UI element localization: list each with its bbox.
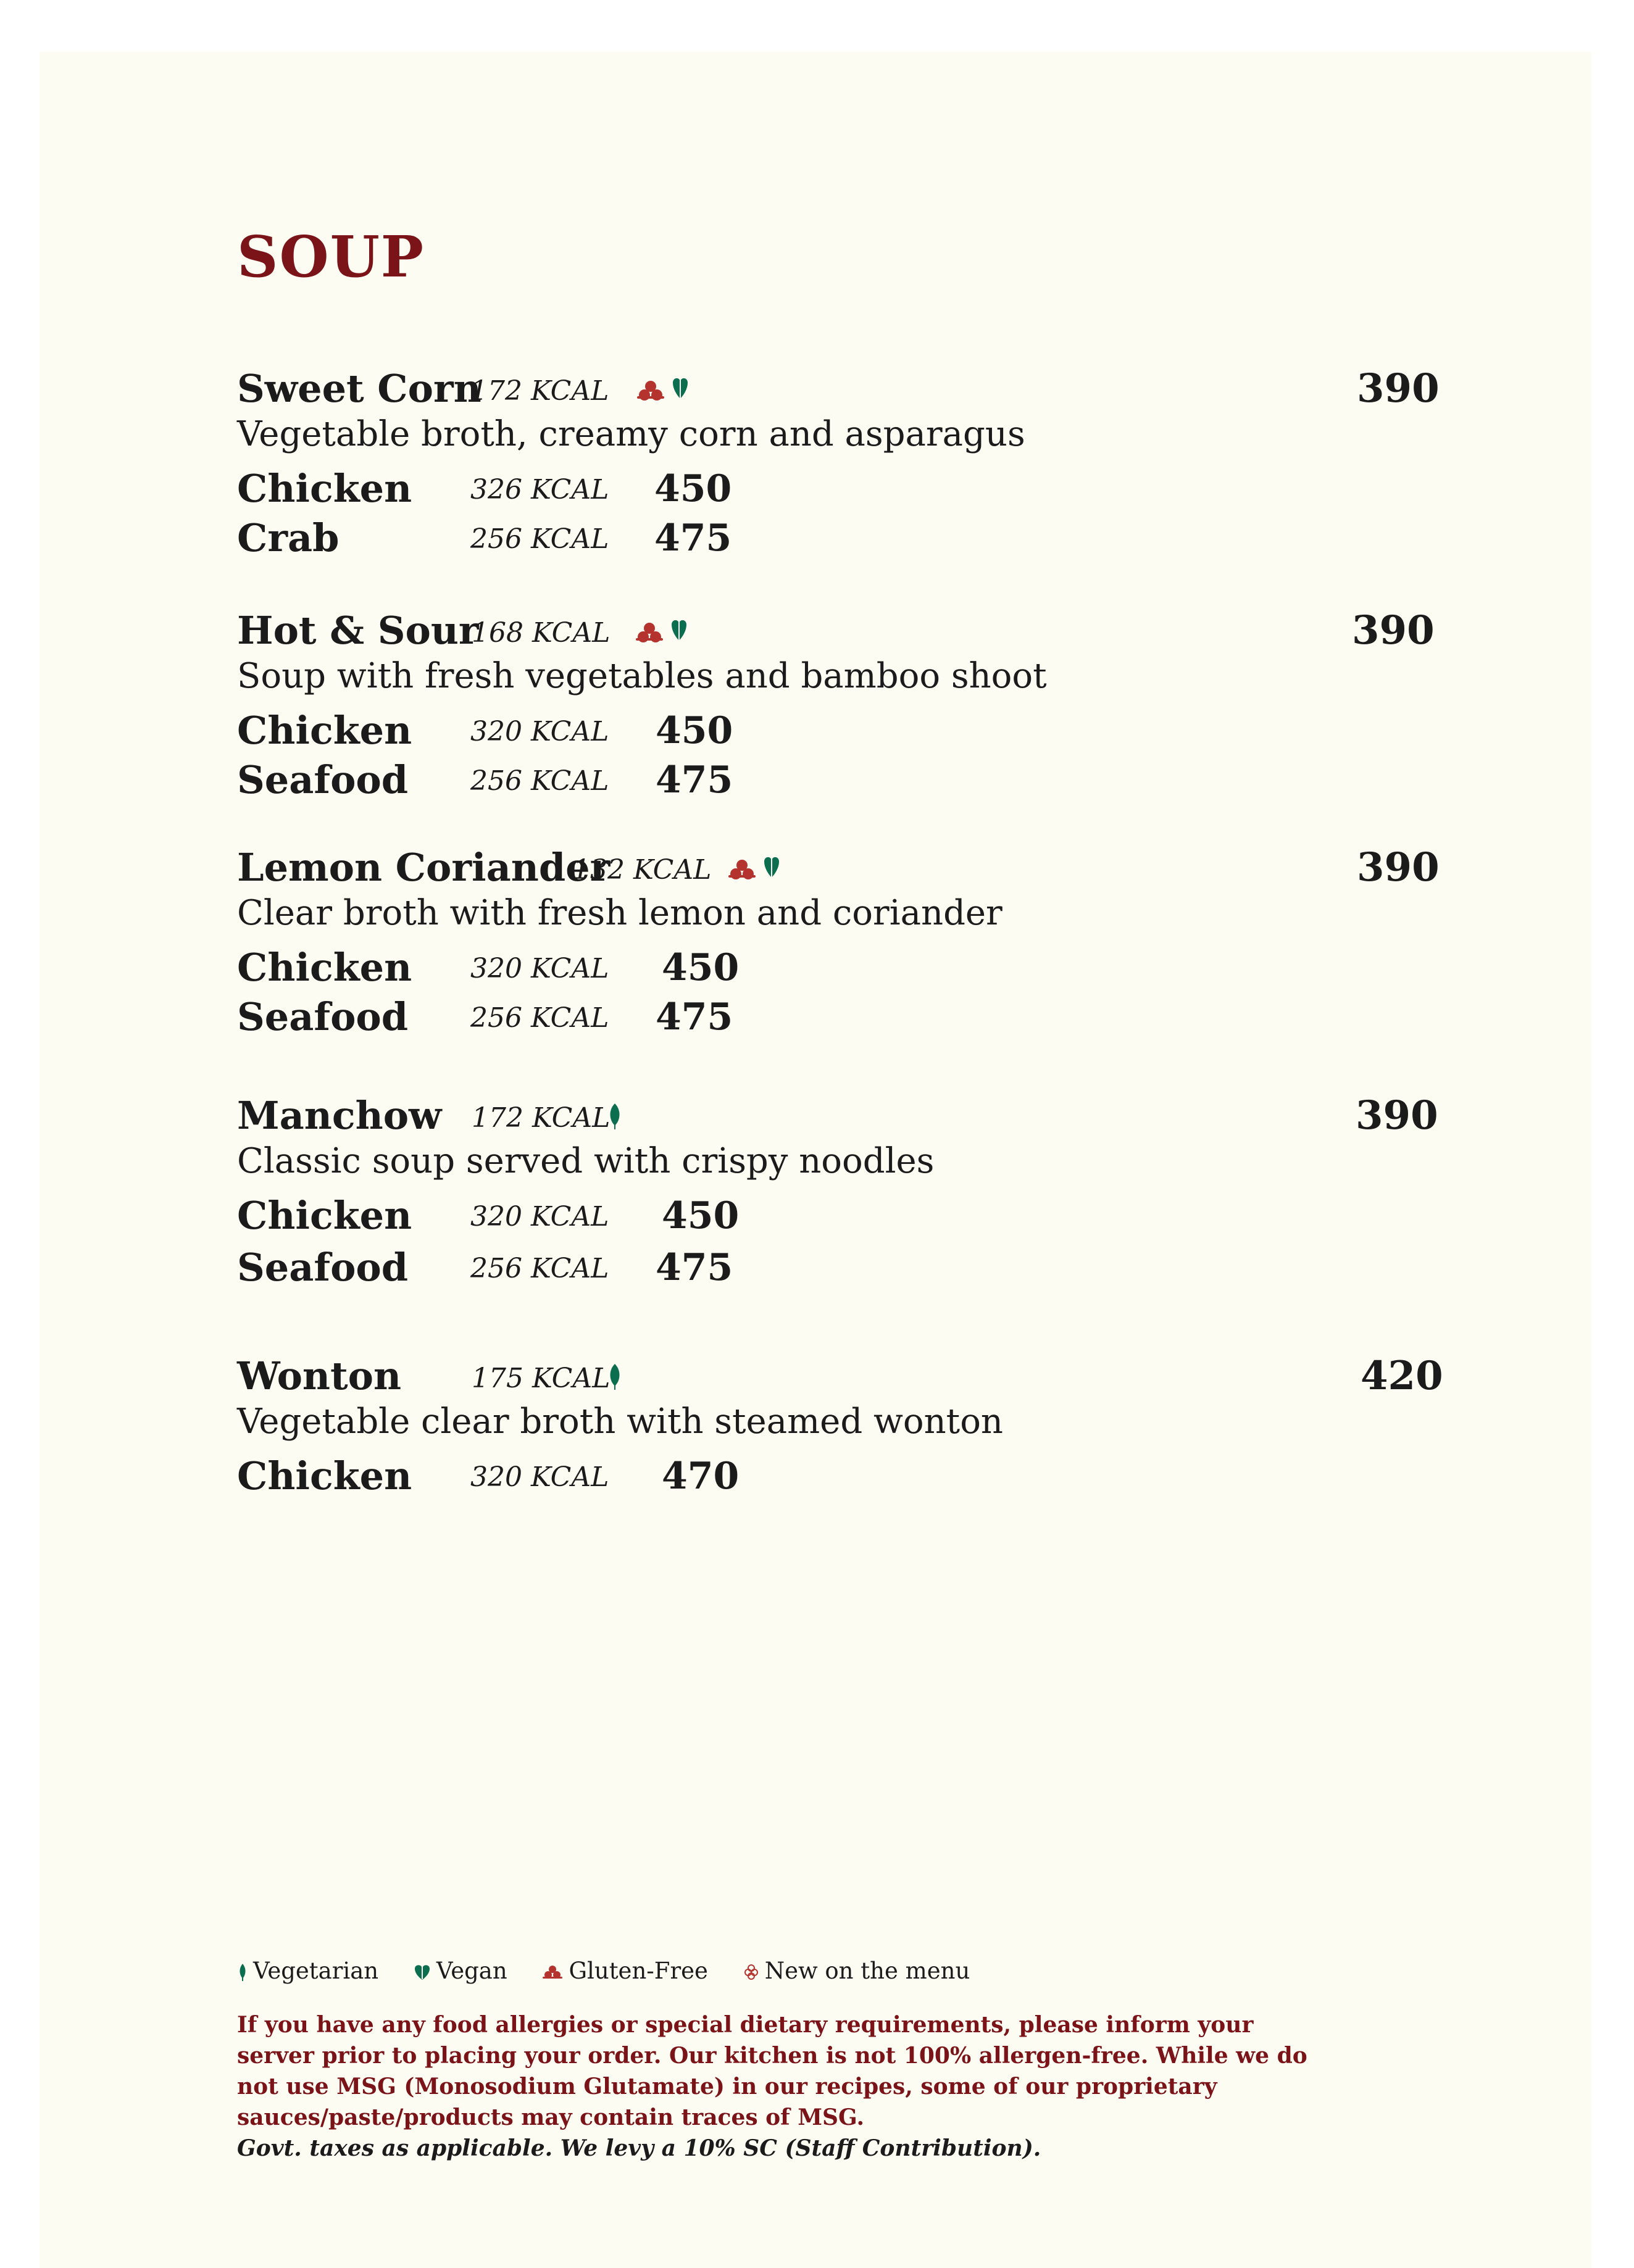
variant-kcal: 320 KCAL — [470, 1201, 609, 1232]
menu-item-hot-and-sour — [237, 607, 1447, 802]
variant-price: 450 — [662, 1194, 740, 1237]
variant-name: Chicken — [237, 466, 412, 511]
item-kcal: 172 KCAL — [470, 375, 609, 407]
variant-price: 475 — [656, 1246, 733, 1289]
item-name: Hot & Sour — [237, 608, 479, 653]
variant-name: Chicken — [237, 945, 412, 990]
vegetarian-icon — [611, 1364, 620, 1390]
menu-item-wonton — [237, 1353, 1447, 1498]
legend-gluten-free — [541, 1956, 707, 1987]
variant-price: 475 — [656, 758, 733, 802]
gluten-free-icon — [636, 623, 663, 642]
variant-kcal: 256 KCAL — [470, 1253, 609, 1284]
legend-label: Vegetarian — [253, 1957, 379, 1984]
variant-kcal: 256 KCAL — [470, 523, 609, 555]
variant-name: Crab — [237, 515, 340, 560]
variant-price: 450 — [656, 709, 733, 752]
variant-row — [237, 515, 1101, 564]
item-description: Clear broth with fresh lemon and coriander — [237, 893, 1002, 933]
variant-name: Seafood — [237, 994, 409, 1039]
gluten-free-icon — [541, 1963, 564, 1982]
variant-kcal: 256 KCAL — [470, 765, 609, 797]
item-icons — [635, 616, 696, 650]
variant-row — [237, 1453, 1101, 1502]
item-name: Manchow — [237, 1093, 442, 1138]
item-icons — [727, 853, 789, 887]
variant-kcal: 320 KCAL — [470, 1461, 609, 1493]
item-price: 390 — [1357, 365, 1440, 412]
variant-row — [237, 757, 1101, 806]
variant-kcal: 256 KCAL — [470, 1002, 609, 1034]
variant-name: Chicken — [237, 1453, 412, 1498]
allergy-note: If you have any food allergies or special dietary requirements, please inform your server prior to placing your order. Our kitchen is not 100% allergen-free. While we do not use MSG (Monosodium Glutamate) in our recipes, some of our proprietary sauces/paste/products may contain traces of MSG. — [237, 2012, 1307, 2130]
item-price: 420 — [1361, 1353, 1443, 1399]
vegan-icon — [672, 620, 686, 641]
menu-item-lemon-coriander — [237, 844, 1447, 1039]
dietary-legend — [237, 1954, 997, 1987]
variant-name: Seafood — [237, 757, 409, 802]
item-description: Soup with fresh vegetables and bamboo shoot — [237, 656, 1047, 696]
vegan-icon — [764, 857, 779, 878]
variant-name: Seafood — [237, 1245, 409, 1290]
item-name: Lemon Coriander — [237, 845, 611, 890]
item-kcal: 132 KCAL — [573, 854, 712, 886]
item-kcal: 168 KCAL — [472, 617, 611, 649]
item-price: 390 — [1352, 607, 1435, 654]
item-name: Sweet Corn — [237, 366, 481, 411]
item-description: Vegetable broth, creamy corn and asparagus — [237, 414, 1025, 454]
variant-row — [237, 944, 1101, 994]
variant-price: 475 — [656, 995, 733, 1039]
menu-item-manchow — [237, 1092, 1447, 1290]
item-icons — [602, 1361, 627, 1396]
variant-kcal: 320 KCAL — [470, 716, 609, 747]
item-icons — [636, 374, 698, 409]
item-kcal: 172 KCAL — [472, 1102, 611, 1134]
variant-price: 470 — [662, 1455, 740, 1498]
item-price: 390 — [1357, 844, 1440, 891]
legend-label: Vegan — [436, 1957, 507, 1984]
legend-new — [743, 1956, 970, 1987]
variant-name: Chicken — [237, 708, 412, 753]
new-icon — [743, 1963, 760, 1982]
menu-item-sweet-corn — [237, 365, 1447, 560]
gluten-free-icon — [728, 860, 756, 879]
vegetarian-icon — [237, 1963, 248, 1982]
section-title: SOUP — [237, 223, 425, 290]
vegan-icon — [673, 378, 688, 399]
variant-price: 475 — [654, 517, 732, 560]
variant-row — [237, 994, 1101, 1043]
tax-note: Govt. taxes as applicable. We levy a 10% SC (Staff Contribution). — [237, 2135, 1041, 2161]
variant-row — [237, 465, 1101, 515]
item-kcal: 175 KCAL — [472, 1363, 611, 1394]
gluten-free-icon — [637, 381, 664, 401]
item-price: 390 — [1356, 1092, 1438, 1139]
vegetarian-icon — [611, 1103, 620, 1129]
variant-price: 450 — [662, 946, 740, 989]
item-description: Vegetable clear broth with steamed wonton — [237, 1402, 1003, 1442]
item-name: Wonton — [237, 1353, 402, 1398]
legend-label: Gluten-Free — [569, 1957, 708, 1984]
vegan-icon — [413, 1963, 431, 1982]
item-icons — [602, 1101, 627, 1136]
variant-row — [237, 1192, 1101, 1242]
variant-name: Chicken — [237, 1193, 412, 1238]
legend-vegetarian — [237, 1956, 378, 1987]
legend-label: New on the menu — [764, 1957, 970, 1984]
variant-row — [237, 1244, 1101, 1294]
legend-vegan — [413, 1956, 507, 1987]
variant-kcal: 326 KCAL — [470, 474, 609, 505]
item-description: Classic soup served with crispy noodles — [237, 1141, 935, 1181]
variant-price: 450 — [654, 467, 732, 510]
variant-row — [237, 707, 1101, 757]
variant-kcal: 320 KCAL — [470, 953, 609, 984]
